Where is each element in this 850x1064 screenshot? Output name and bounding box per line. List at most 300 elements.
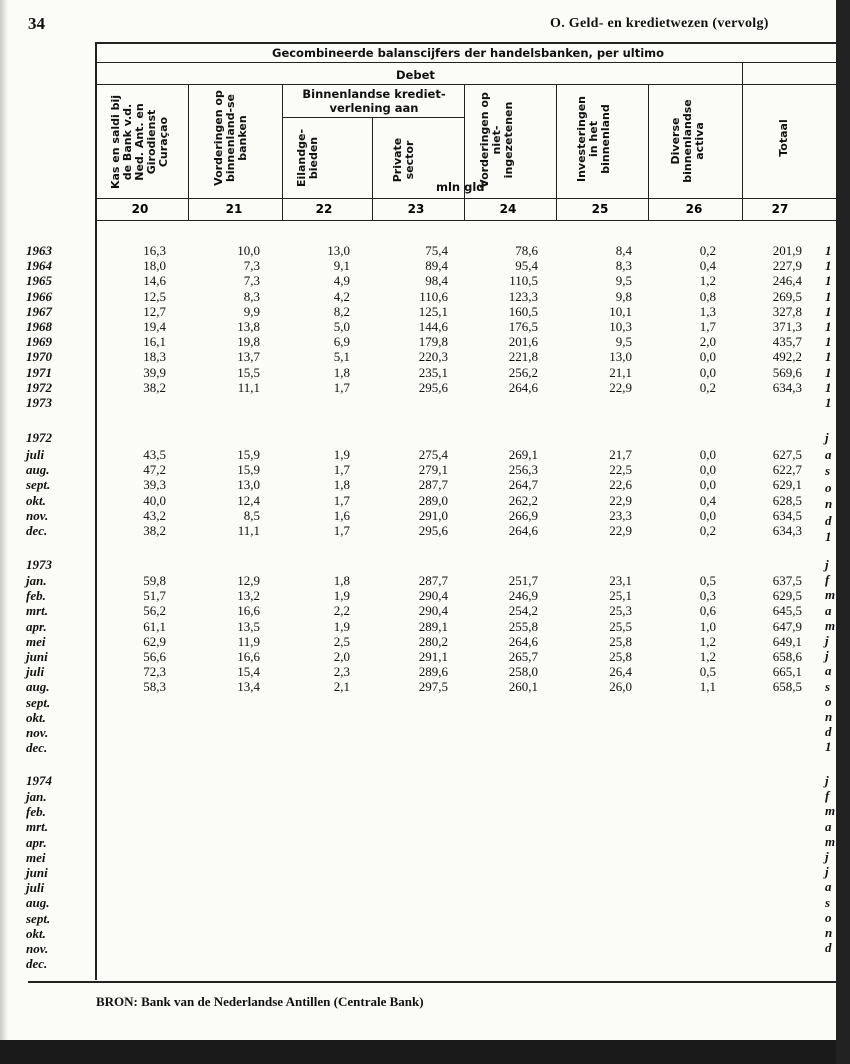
table-cell: 15,9 xyxy=(237,447,260,462)
margin-letter: m xyxy=(825,833,836,849)
table-cell: 279,1 xyxy=(418,462,448,478)
table-cell: 1,9 xyxy=(333,618,350,634)
margin-letter: a xyxy=(825,879,832,895)
table-cell: 12,5 xyxy=(143,288,166,304)
margin-letter: m xyxy=(825,617,836,633)
month-label: feb. xyxy=(26,804,46,820)
col-sep xyxy=(648,84,649,220)
table-cell: 39,3 xyxy=(143,477,166,493)
margin-letter: a xyxy=(825,446,832,462)
table-cell: 289,0 xyxy=(418,492,448,508)
margin-letter: s xyxy=(825,678,831,694)
margin-letter: s xyxy=(825,463,831,478)
year-label: 1967 xyxy=(26,303,52,319)
table-cell: 1,6 xyxy=(333,507,350,523)
table-title: Gecombineerde balanscijfers der handelsbanken, per ultimo xyxy=(272,46,665,60)
table-cell: 629,5 xyxy=(772,588,802,604)
table-cell: 665,1 xyxy=(772,664,802,680)
table-cell: 56,2 xyxy=(143,603,166,619)
month-label: mrt. xyxy=(26,603,49,619)
table-cell: 1,2 xyxy=(699,633,716,649)
table-cell: 1,8 xyxy=(333,364,350,380)
month-label: dec. xyxy=(26,523,48,538)
table-cell: 260,1 xyxy=(508,679,538,695)
table-cell: 235,1 xyxy=(418,364,448,380)
table-cell: 43,5 xyxy=(143,447,166,462)
table-cell: 8,4 xyxy=(615,243,632,258)
table-cell: 287,7 xyxy=(418,477,448,493)
table-cell: 0,4 xyxy=(699,492,716,508)
table-cell: 25,3 xyxy=(609,603,632,619)
table-cell: 4,2 xyxy=(333,288,350,304)
col-heading-21: Vorderingen op binnenland-se banken xyxy=(212,90,249,186)
table-cell: 13,5 xyxy=(237,618,260,634)
table-cell: 658,6 xyxy=(772,649,802,664)
table-cell: 9,8 xyxy=(615,288,632,304)
year-heading: 1972 xyxy=(26,430,52,445)
table-cell: 1,9 xyxy=(333,588,350,604)
table-cell: 264,6 xyxy=(508,523,538,538)
table-cell: 2,3 xyxy=(333,664,350,680)
table-cell: 255,8 xyxy=(508,618,538,634)
table-cell: 4,9 xyxy=(333,273,350,289)
month-label: dec. xyxy=(26,740,48,756)
month-label: sept. xyxy=(26,477,51,493)
bottom-rule xyxy=(28,981,836,983)
month-label: sept. xyxy=(26,694,51,710)
table-cell: 1,9 xyxy=(333,447,350,462)
table-cell: 13,7 xyxy=(237,349,260,365)
page-number: 34 xyxy=(28,14,45,33)
table-cell: 21,1 xyxy=(609,364,632,380)
table-cell: 9,9 xyxy=(243,303,260,319)
table-cell: 9,5 xyxy=(615,273,632,289)
month-label: jan. xyxy=(26,573,47,588)
table-cell: 176,5 xyxy=(508,319,538,334)
table-cell: 295,6 xyxy=(418,523,448,538)
col-number-27: 27 xyxy=(771,202,789,216)
margin-letter: a xyxy=(825,663,832,679)
margin-letter: d xyxy=(825,940,832,956)
table-cell: 19,8 xyxy=(237,334,260,350)
header-top-rule xyxy=(96,42,836,44)
margin-letter: n xyxy=(825,496,833,511)
unit-label: mln gld xyxy=(436,180,485,194)
table-cell: 8,2 xyxy=(333,303,350,319)
table-cell: 13,2 xyxy=(237,588,260,604)
table-cell: 11,1 xyxy=(237,379,260,395)
table-cell: 0,0 xyxy=(699,477,716,493)
table-cell: 1,1 xyxy=(699,679,716,695)
table-cell: 221,8 xyxy=(508,349,538,365)
col-sep xyxy=(556,84,557,220)
table-cell: 435,7 xyxy=(772,334,802,350)
table-cell: 23,1 xyxy=(609,573,632,588)
table-cell: 2,0 xyxy=(699,334,716,350)
margin-letter: a xyxy=(825,818,832,834)
month-label: sept. xyxy=(26,910,51,926)
table-cell: 23,3 xyxy=(609,507,632,523)
col-number-26: 26 xyxy=(685,202,703,216)
table-cell: 658,5 xyxy=(772,679,802,695)
table-cell: 8,3 xyxy=(615,258,632,274)
table-cell: 10,1 xyxy=(609,303,632,319)
table-cell: 266,9 xyxy=(508,507,538,523)
table-cell: 78,6 xyxy=(515,243,538,258)
margin-letter: j xyxy=(825,633,829,648)
table-cell: 16,1 xyxy=(143,334,166,350)
month-label: mei xyxy=(26,849,46,865)
table-cell: 9,5 xyxy=(615,334,632,350)
margin-letter: j xyxy=(825,557,829,572)
table-cell: 0,2 xyxy=(699,243,716,258)
table-cell: 280,2 xyxy=(418,633,448,649)
colno-rule-bottom xyxy=(96,220,836,221)
table-cell: 251,7 xyxy=(508,573,538,588)
col-sep xyxy=(282,84,283,220)
table-cell: 256,3 xyxy=(508,462,538,478)
table-cell: 2,5 xyxy=(333,633,350,649)
margin-letter: m xyxy=(825,587,836,603)
table-cell: 0,2 xyxy=(699,379,716,395)
margin-letter: 1 xyxy=(825,379,832,395)
table-cell: 110,6 xyxy=(419,288,448,304)
year-heading: 1973 xyxy=(26,557,52,572)
year-label: 1971 xyxy=(26,364,52,380)
table-cell: 38,2 xyxy=(143,379,166,395)
source-note: BRON: Bank van de Nederlandse Antillen (Centrale Bank) xyxy=(96,994,424,1009)
year-label: 1963 xyxy=(26,243,52,258)
table-cell: 7,3 xyxy=(243,258,260,274)
table-cell: 2,2 xyxy=(333,603,350,619)
table-cell: 47,2 xyxy=(143,462,166,478)
table-cell: 21,7 xyxy=(609,447,632,462)
col-heading-25: Investeringen in het binnenland xyxy=(575,96,612,183)
col-heading-27: Totaal xyxy=(777,119,790,157)
table-cell: 0,4 xyxy=(699,258,716,274)
col-number-25: 25 xyxy=(591,202,609,216)
table-cell: 5,0 xyxy=(333,319,350,334)
month-label: jan. xyxy=(26,789,47,804)
table-cell: 1,8 xyxy=(333,573,350,588)
col-heading-20: Kas en saldi bij de Bank v.d. Ned. Ant. en Girodienst Curaçao xyxy=(109,94,170,190)
month-label: apr. xyxy=(26,618,47,634)
table-cell: 10,0 xyxy=(237,243,260,258)
margin-letter: 1 xyxy=(825,319,832,334)
col-number-22: 22 xyxy=(315,202,333,216)
month-label: apr. xyxy=(26,834,47,850)
table-cell: 220,3 xyxy=(418,349,448,365)
month-label: aug. xyxy=(26,462,50,478)
table-cell: 1,2 xyxy=(699,273,716,289)
table-cell: 15,9 xyxy=(237,462,260,478)
table-cell: 1,7 xyxy=(333,379,350,395)
table-cell: 22,6 xyxy=(609,477,632,493)
col-sep xyxy=(188,84,189,220)
table-cell: 179,8 xyxy=(418,334,448,350)
table-cell: 492,2 xyxy=(772,349,802,365)
table-cell: 256,2 xyxy=(508,364,538,380)
table-cell: 15,4 xyxy=(237,664,260,680)
table-cell: 2,1 xyxy=(333,679,350,695)
table-cell: 647,9 xyxy=(772,618,802,634)
table-cell: 123,3 xyxy=(508,288,538,304)
table-cell: 59,8 xyxy=(143,573,166,588)
page-left-edge xyxy=(0,0,8,1040)
table-cell: 38,2 xyxy=(143,523,166,538)
table-cell: 8,5 xyxy=(243,507,260,523)
col-number-23: 23 xyxy=(407,202,425,216)
table-cell: 0,8 xyxy=(699,288,716,304)
table-cell: 264,6 xyxy=(508,379,538,395)
margin-letter: m xyxy=(825,803,836,819)
col-heading-26: Diverse binnenlandse activa xyxy=(669,99,706,183)
table-cell: 297,5 xyxy=(418,679,448,695)
table-cell: 39,9 xyxy=(143,364,166,380)
month-label: nov. xyxy=(26,725,49,740)
margin-letter: 1 xyxy=(825,288,832,304)
margin-letter: 1 xyxy=(825,258,832,274)
table-cell: 22,9 xyxy=(609,523,632,538)
table-cell: 22,9 xyxy=(609,379,632,395)
table-cell: 25,5 xyxy=(609,618,632,634)
table-cell: 269,5 xyxy=(772,288,802,304)
col-heading-23: Private sector xyxy=(391,137,416,183)
margin-letter: 1 xyxy=(825,303,832,319)
table-cell: 262,2 xyxy=(508,492,538,508)
year-label: 1965 xyxy=(26,273,52,289)
table-cell: 10,3 xyxy=(609,319,632,334)
month-label: juli xyxy=(26,880,45,896)
table-cell: 15,5 xyxy=(237,364,260,380)
margin-letter: o xyxy=(825,479,832,495)
table-cell: 144,6 xyxy=(418,319,448,334)
table-cell: 9,1 xyxy=(333,258,350,274)
table-cell: 371,3 xyxy=(772,319,802,334)
margin-letter: 1 xyxy=(825,739,832,755)
col-number-21: 21 xyxy=(225,202,243,216)
table-cell: 622,7 xyxy=(772,462,802,478)
table-cell: 0,5 xyxy=(699,664,716,680)
table-cell: 0,5 xyxy=(699,573,716,588)
table-cell: 26,4 xyxy=(609,664,632,680)
table-cell: 1,7 xyxy=(333,492,350,508)
col-sep xyxy=(464,84,465,220)
year-label: 1966 xyxy=(26,288,52,304)
table-cell: 634,5 xyxy=(772,507,802,523)
table-cell: 1,7 xyxy=(333,462,350,478)
margin-letter: 1 xyxy=(825,349,832,365)
table-cell: 291,0 xyxy=(418,507,448,523)
table-cell: 634,3 xyxy=(772,523,802,538)
table-cell: 1,7 xyxy=(699,319,716,334)
margin-letter: f xyxy=(825,572,830,588)
margin-letter: j xyxy=(825,864,829,880)
group-rule xyxy=(282,117,464,118)
month-label: okt. xyxy=(26,492,46,508)
running-head: O. Geld- en kredietwezen (vervolg) xyxy=(550,16,769,31)
col-heading-24: Vorderingen op niet-ingezetenen xyxy=(478,92,515,188)
margin-letter: d xyxy=(825,512,832,528)
table-cell: 0,0 xyxy=(699,447,716,462)
table-cell: 264,7 xyxy=(508,477,538,493)
table-cell: 289,6 xyxy=(418,664,448,680)
month-label: mei xyxy=(26,633,46,649)
table-cell: 7,3 xyxy=(243,273,260,289)
month-label: nov. xyxy=(26,507,49,523)
month-label: okt. xyxy=(26,925,46,941)
table-cell: 75,4 xyxy=(425,243,448,258)
table-cell: 51,7 xyxy=(143,588,166,604)
table-cell: 40,0 xyxy=(143,492,166,508)
table-cell: 0,0 xyxy=(699,462,716,478)
group-header: Binnenlandse krediet-verlening aan xyxy=(302,87,446,115)
table-cell: 265,7 xyxy=(508,649,538,664)
table-cell: 290,4 xyxy=(418,588,448,604)
table-cell: 18,3 xyxy=(143,349,166,365)
table-cell: 287,7 xyxy=(418,573,448,588)
margin-letter: n xyxy=(825,925,833,940)
month-label: juni xyxy=(26,865,48,880)
table-cell: 258,0 xyxy=(508,664,538,680)
table-cell: 1,2 xyxy=(699,649,716,664)
margin-letter: a xyxy=(825,602,832,618)
margin-letter: 1 xyxy=(825,243,832,258)
debet-rule xyxy=(96,84,836,85)
col-heading-22: Eilandge-bieden xyxy=(295,128,320,188)
month-label: nov. xyxy=(26,941,49,956)
table-cell: 1,8 xyxy=(333,477,350,493)
table-cell: 291,1 xyxy=(418,649,448,664)
table-cell: 2,0 xyxy=(333,649,350,664)
margin-letter: o xyxy=(825,693,832,709)
table-cell: 13,0 xyxy=(237,477,260,493)
table-cell: 290,4 xyxy=(418,603,448,619)
table-cell: 89,4 xyxy=(425,258,448,274)
table-cell: 98,4 xyxy=(425,273,448,289)
table-cell: 264,6 xyxy=(508,633,538,649)
table-cell: 1,7 xyxy=(333,523,350,538)
table-cell: 0,3 xyxy=(699,588,716,604)
table-cell: 95,4 xyxy=(515,258,538,274)
table-cell: 627,5 xyxy=(772,447,802,462)
table-cell: 72,3 xyxy=(143,664,166,680)
table-cell: 14,6 xyxy=(143,273,166,289)
margin-letter: j xyxy=(825,773,829,788)
table-cell: 0,0 xyxy=(699,507,716,523)
table-cell: 160,5 xyxy=(508,303,538,319)
table-cell: 227,9 xyxy=(772,258,802,274)
table-cell: 12,7 xyxy=(143,303,166,319)
year-label: 1972 xyxy=(26,379,52,395)
table-cell: 246,4 xyxy=(772,273,802,289)
table-cell: 61,1 xyxy=(143,618,166,634)
month-label: juni xyxy=(26,649,48,664)
table-cell: 43,2 xyxy=(143,507,166,523)
table-cell: 125,1 xyxy=(418,303,448,319)
year-label: 1970 xyxy=(26,349,52,365)
year-label: 1973 xyxy=(26,395,52,410)
table-cell: 1,3 xyxy=(699,303,716,319)
margin-letter: f xyxy=(825,788,830,804)
margin-letter: o xyxy=(825,909,832,925)
margin-letter: d xyxy=(825,724,832,740)
table-cell: 22,9 xyxy=(609,492,632,508)
month-label: mrt. xyxy=(26,819,49,835)
table-cell: 22,5 xyxy=(609,462,632,478)
table-cell: 269,1 xyxy=(508,447,538,462)
margin-letter: s xyxy=(825,894,831,910)
table-cell: 254,2 xyxy=(508,603,538,619)
month-label: juli xyxy=(26,447,45,462)
month-label: aug. xyxy=(26,679,50,695)
table-cell: 295,6 xyxy=(418,379,448,395)
col-sep xyxy=(742,62,743,220)
table-cell: 289,1 xyxy=(418,618,448,634)
table-cell: 26,0 xyxy=(609,679,632,695)
table-cell: 16,6 xyxy=(237,603,260,619)
stub-divider xyxy=(95,42,97,980)
margin-letter: 1 xyxy=(825,364,832,380)
table-cell: 13,8 xyxy=(237,319,260,334)
table-cell: 11,9 xyxy=(237,633,260,649)
table-cell: 110,5 xyxy=(509,273,538,289)
table-cell: 645,5 xyxy=(772,603,802,619)
margin-letter: j xyxy=(825,648,829,664)
table-cell: 637,5 xyxy=(772,573,802,588)
table-cell: 0,0 xyxy=(699,364,716,380)
table-cell: 16,6 xyxy=(237,649,260,664)
year-label: 1969 xyxy=(26,334,52,350)
margin-letter: j xyxy=(825,430,829,445)
table-cell: 25,1 xyxy=(609,588,632,604)
month-label: okt. xyxy=(26,709,46,725)
table-cell: 56,6 xyxy=(143,649,166,664)
table-cell: 19,4 xyxy=(143,319,166,334)
table-cell: 12,4 xyxy=(237,492,260,508)
table-cell: 13,0 xyxy=(327,243,350,258)
col-sep xyxy=(372,117,373,220)
debet-label: Debet xyxy=(396,68,435,82)
month-label: juli xyxy=(26,664,45,680)
table-cell: 12,9 xyxy=(237,573,260,588)
table-cell: 327,8 xyxy=(772,303,802,319)
table-cell: 634,3 xyxy=(772,379,802,395)
year-heading: 1974 xyxy=(26,773,52,788)
table-cell: 18,0 xyxy=(143,258,166,274)
table-cell: 13,0 xyxy=(609,349,632,365)
table-cell: 25,8 xyxy=(609,633,632,649)
margin-letter: n xyxy=(825,709,833,724)
title-rule xyxy=(96,62,836,63)
year-label: 1964 xyxy=(26,258,52,274)
table-cell: 11,1 xyxy=(237,523,260,538)
table-cell: 62,9 xyxy=(143,633,166,649)
margin-letter: j xyxy=(825,849,829,864)
table-cell: 13,4 xyxy=(237,679,260,695)
table-cell: 246,9 xyxy=(508,588,538,604)
table-cell: 201,6 xyxy=(508,334,538,350)
month-label: feb. xyxy=(26,588,46,604)
table-cell: 58,3 xyxy=(143,679,166,695)
table-cell: 5,1 xyxy=(333,349,350,365)
table-cell: 1,0 xyxy=(699,618,716,634)
binding-shadow xyxy=(836,0,850,1064)
col-number-24: 24 xyxy=(499,202,517,216)
table-cell: 16,3 xyxy=(143,243,166,258)
month-label: dec. xyxy=(26,956,48,972)
margin-letter: 1 xyxy=(825,395,832,410)
